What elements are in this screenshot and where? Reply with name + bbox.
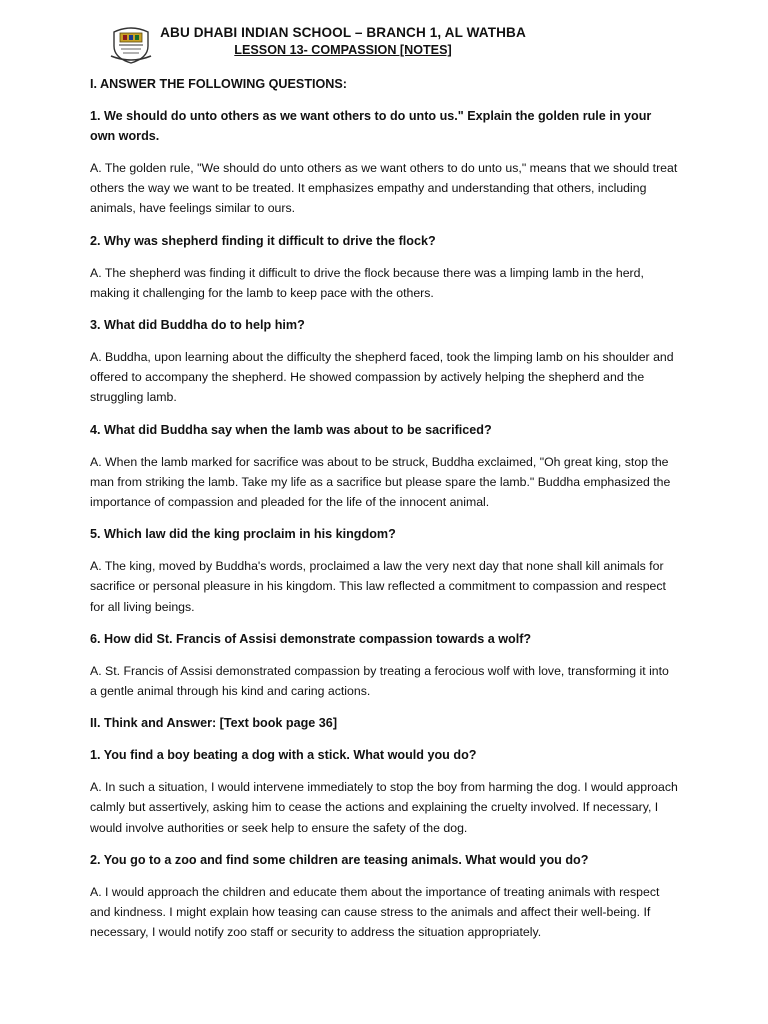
think-answer-1: A. In such a situation, I would intervene immediately to stop the boy from harming the dog. I would approach calmly but assertively, asking him to cease the actions and explaining the cruelty involved. If necessary, I would involve authorities or seek help to ensure the safety of the dog. [90, 780, 678, 835]
answer-4: A. When the lamb marked for sacrifice was about to be struck, Buddha exclaimed, "Oh great king, stop the man from striking the lamb. Take my life as a sacrifice but please spare the lamb." Buddha emphasized the importance of compassion and pleaded for the life of the innocent animal. [90, 454, 671, 510]
think-answer-2: A. I would approach the children and educate them about the importance of treating animals with respect and kindness. I might explain how teasing can cause stress to the animals and affect their well-being. If necessary, I would notify zoo staff or security to address the situation appropriately. [90, 884, 660, 940]
school-name: ABU DHABI INDIAN SCHOOL – BRANCH 1, AL WATHBA [160, 25, 526, 40]
question-3: 3. What did Buddha do to help him? [90, 318, 305, 333]
notes-body [90, 74, 678, 954]
answer-2: A. The shepherd was finding it difficult to drive the flock because there was a limping lamb in the herd, making it challenging for the lamb to keep pace with the others. [90, 265, 644, 300]
think-question-1: 1. You find a boy beating a dog with a stick. What would you do? [90, 748, 477, 763]
answer-6: A. St. Francis of Assisi demonstrated compassion by treating a ferocious wolf with love, transforming it into a gentle animal through his kind and caring actions. [90, 663, 669, 699]
answer-5: A. The king, moved by Buddha's words, proclaimed a law the very next day that none shall kill animals for sacrifice or personal pleasure in his kingdom. This law reflected a commitment to compassion and respect for all living beings. [90, 559, 666, 614]
section-heading-think-answer: II. Think and Answer: [Text book page 36] [90, 716, 338, 731]
document-header [104, 20, 664, 66]
question-6: 6. How did St. Francis of Assisi demonstrate compassion towards a wolf? [90, 631, 532, 646]
lesson-title: LESSON 13- COMPASSION [NOTES] [234, 43, 452, 57]
question-1: 1. We should do unto others as we want others to do unto us." Explain the golden rule in your own words. [90, 109, 652, 143]
question-5: 5. Which law did the king proclaim in his kingdom? [90, 527, 396, 542]
answer-1: A. The golden rule, "We should do unto others as we want others to do unto us," means that we should treat others the way we want to be treated. It emphasizes empathy and understanding that others, including animals, have feelings similar to ours. [90, 161, 678, 216]
question-4: 4. What did Buddha say when the lamb was about to be sacrificed? [90, 422, 492, 437]
question-2: 2. Why was shepherd finding it difficult to drive the flock? [90, 233, 436, 248]
answer-3: A. Buddha, upon learning about the difficulty the shepherd faced, took the limping lamb on his shoulder and offered to accompany the shepherd. He showed compassion by actively helping the shepherd and the struggling lamb. [90, 350, 674, 405]
think-question-2: 2. You go to a zoo and find some children are teasing animals. What would you do? [90, 852, 589, 867]
section-heading-questions: I. ANSWER THE FOLLOWING QUESTIONS: [90, 77, 347, 91]
